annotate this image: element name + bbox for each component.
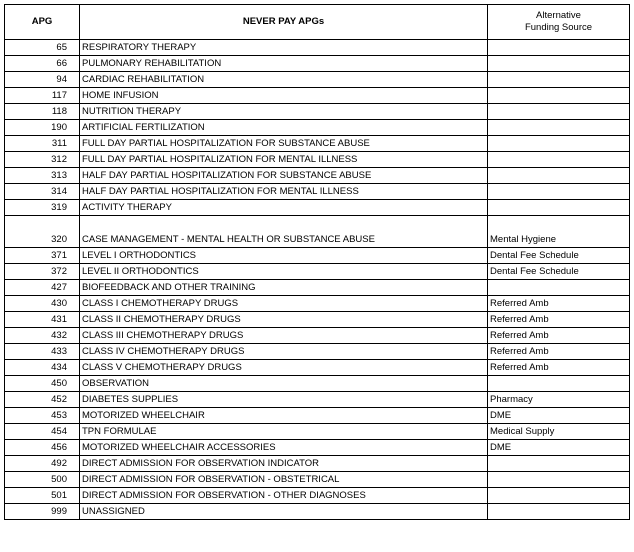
apg-cell: 456 xyxy=(5,440,80,456)
apg-cell: 372 xyxy=(5,264,80,280)
table-row xyxy=(5,312,630,328)
table-header-row xyxy=(5,5,630,40)
never-pay-column-header: NEVER PAY APGs xyxy=(80,5,488,40)
table-row xyxy=(5,72,630,88)
alt-funding-cell xyxy=(488,136,630,152)
table-row xyxy=(5,184,630,200)
table-row xyxy=(5,168,630,184)
table-row xyxy=(5,440,630,456)
table-row xyxy=(5,152,630,168)
apg-cell: 453 xyxy=(5,408,80,424)
description-cell: FULL DAY PARTIAL HOSPITALIZATION FOR SUBSTANCE ABUSE xyxy=(80,136,488,152)
table-row xyxy=(5,328,630,344)
description-cell: CLASS II CHEMOTHERAPY DRUGS xyxy=(80,312,488,328)
apg-cell: 492 xyxy=(5,456,80,472)
description-cell: HOME INFUSION xyxy=(80,88,488,104)
apg-cell: 320 xyxy=(5,216,80,248)
table-row xyxy=(5,88,630,104)
alt-header-line-2: Funding Source xyxy=(524,22,593,33)
alt-funding-cell xyxy=(488,504,630,520)
alt-funding-cell xyxy=(488,472,630,488)
table-row xyxy=(5,472,630,488)
table-row xyxy=(5,456,630,472)
alt-funding-cell xyxy=(488,376,630,392)
alt-funding-cell: Referred Amb xyxy=(488,360,630,376)
description-cell: CLASS IV CHEMOTHERAPY DRUGS xyxy=(80,344,488,360)
alt-funding-cell: Referred Amb xyxy=(488,312,630,328)
description-cell: HALF DAY PARTIAL HOSPITALIZATION FOR MENTAL ILLNESS xyxy=(80,184,488,200)
table-row xyxy=(5,136,630,152)
description-cell: DIRECT ADMISSION FOR OBSERVATION - OBSTETRICAL xyxy=(80,472,488,488)
apg-cell: 118 xyxy=(5,104,80,120)
apg-cell: 314 xyxy=(5,184,80,200)
apg-cell: 430 xyxy=(5,296,80,312)
alt-funding-cell xyxy=(488,56,630,72)
alt-funding-cell: DME xyxy=(488,408,630,424)
description-cell: BIOFEEDBACK AND OTHER TRAINING xyxy=(80,280,488,296)
alt-funding-cell xyxy=(488,184,630,200)
alt-funding-cell: Dental Fee Schedule xyxy=(488,264,630,280)
description-cell: HALF DAY PARTIAL HOSPITALIZATION FOR SUBSTANCE ABUSE xyxy=(80,168,488,184)
alt-funding-cell: Referred Amb xyxy=(488,296,630,312)
apg-column-header: APG xyxy=(5,5,80,40)
alt-funding-cell: Referred Amb xyxy=(488,328,630,344)
apg-cell: 431 xyxy=(5,312,80,328)
apg-cell: 999 xyxy=(5,504,80,520)
table-row xyxy=(5,248,630,264)
apg-cell: 433 xyxy=(5,344,80,360)
never-pay-apg-table xyxy=(4,4,630,520)
description-cell: ACTIVITY THERAPY xyxy=(80,200,488,216)
table-row xyxy=(5,216,630,248)
apg-cell: 313 xyxy=(5,168,80,184)
table-row xyxy=(5,280,630,296)
table-row xyxy=(5,408,630,424)
alt-funding-cell xyxy=(488,280,630,296)
table-row xyxy=(5,264,630,280)
description-cell: FULL DAY PARTIAL HOSPITALIZATION FOR MENTAL ILLNESS xyxy=(80,152,488,168)
description-cell: CARDIAC REHABILITATION xyxy=(80,72,488,88)
alt-funding-cell: Referred Amb xyxy=(488,344,630,360)
alt-funding-cell: Mental Hygiene xyxy=(488,216,630,248)
description-cell: OBSERVATION xyxy=(80,376,488,392)
alt-funding-cell xyxy=(488,88,630,104)
table-row xyxy=(5,344,630,360)
description-cell: NUTRITION THERAPY xyxy=(80,104,488,120)
table-row xyxy=(5,392,630,408)
description-cell: CLASS V CHEMOTHERAPY DRUGS xyxy=(80,360,488,376)
apg-cell: 452 xyxy=(5,392,80,408)
table-row xyxy=(5,120,630,136)
alt-funding-cell xyxy=(488,104,630,120)
description-cell: CLASS III CHEMOTHERAPY DRUGS xyxy=(80,328,488,344)
table-row xyxy=(5,200,630,216)
alt-funding-cell: Dental Fee Schedule xyxy=(488,248,630,264)
table-row xyxy=(5,360,630,376)
apg-cell: 117 xyxy=(5,88,80,104)
alt-funding-cell xyxy=(488,152,630,168)
alt-funding-cell xyxy=(488,168,630,184)
apg-cell: 66 xyxy=(5,56,80,72)
alt-funding-cell: Medical Supply xyxy=(488,424,630,440)
apg-cell: 312 xyxy=(5,152,80,168)
description-cell: LEVEL II ORTHODONTICS xyxy=(80,264,488,280)
alt-funding-cell xyxy=(488,120,630,136)
apg-cell: 371 xyxy=(5,248,80,264)
description-cell: CLASS I CHEMOTHERAPY DRUGS xyxy=(80,296,488,312)
apg-cell: 190 xyxy=(5,120,80,136)
apg-cell: 501 xyxy=(5,488,80,504)
alt-funding-cell: Pharmacy xyxy=(488,392,630,408)
description-cell: CASE MANAGEMENT - MENTAL HEALTH OR SUBSTANCE ABUSE xyxy=(80,216,488,248)
apg-cell: 319 xyxy=(5,200,80,216)
table-row xyxy=(5,504,630,520)
description-cell: PULMONARY REHABILITATION xyxy=(80,56,488,72)
apg-cell: 65 xyxy=(5,40,80,56)
table-row xyxy=(5,424,630,440)
description-cell: UNASSIGNED xyxy=(80,504,488,520)
alt-funding-cell xyxy=(488,40,630,56)
description-cell: RESPIRATORY THERAPY xyxy=(80,40,488,56)
description-cell: DIRECT ADMISSION FOR OBSERVATION INDICATOR xyxy=(80,456,488,472)
description-cell: MOTORIZED WHEELCHAIR xyxy=(80,408,488,424)
alt-funding-cell xyxy=(488,200,630,216)
description-cell: MOTORIZED WHEELCHAIR ACCESSORIES xyxy=(80,440,488,456)
apg-cell: 427 xyxy=(5,280,80,296)
alt-funding-cell xyxy=(488,456,630,472)
apg-cell: 454 xyxy=(5,424,80,440)
apg-cell: 311 xyxy=(5,136,80,152)
apg-cell: 500 xyxy=(5,472,80,488)
alt-funding-cell: DME xyxy=(488,440,630,456)
table-row xyxy=(5,296,630,312)
apg-cell: 432 xyxy=(5,328,80,344)
table-row xyxy=(5,488,630,504)
apg-cell: 450 xyxy=(5,376,80,392)
apg-cell: 434 xyxy=(5,360,80,376)
description-cell: ARTIFICIAL FERTILIZATION xyxy=(80,120,488,136)
description-cell: TPN FORMULAE xyxy=(80,424,488,440)
apg-cell: 94 xyxy=(5,72,80,88)
table-row xyxy=(5,376,630,392)
description-cell: LEVEL I ORTHODONTICS xyxy=(80,248,488,264)
description-cell: DIRECT ADMISSION FOR OBSERVATION - OTHER DIAGNOSES xyxy=(80,488,488,504)
alternative-funding-column-header xyxy=(488,5,630,40)
alt-funding-cell xyxy=(488,72,630,88)
alt-header-line-1: Alternative xyxy=(536,10,581,21)
alt-funding-cell xyxy=(488,488,630,504)
table-row xyxy=(5,56,630,72)
table-row xyxy=(5,40,630,56)
table-row xyxy=(5,104,630,120)
description-cell: DIABETES SUPPLIES xyxy=(80,392,488,408)
